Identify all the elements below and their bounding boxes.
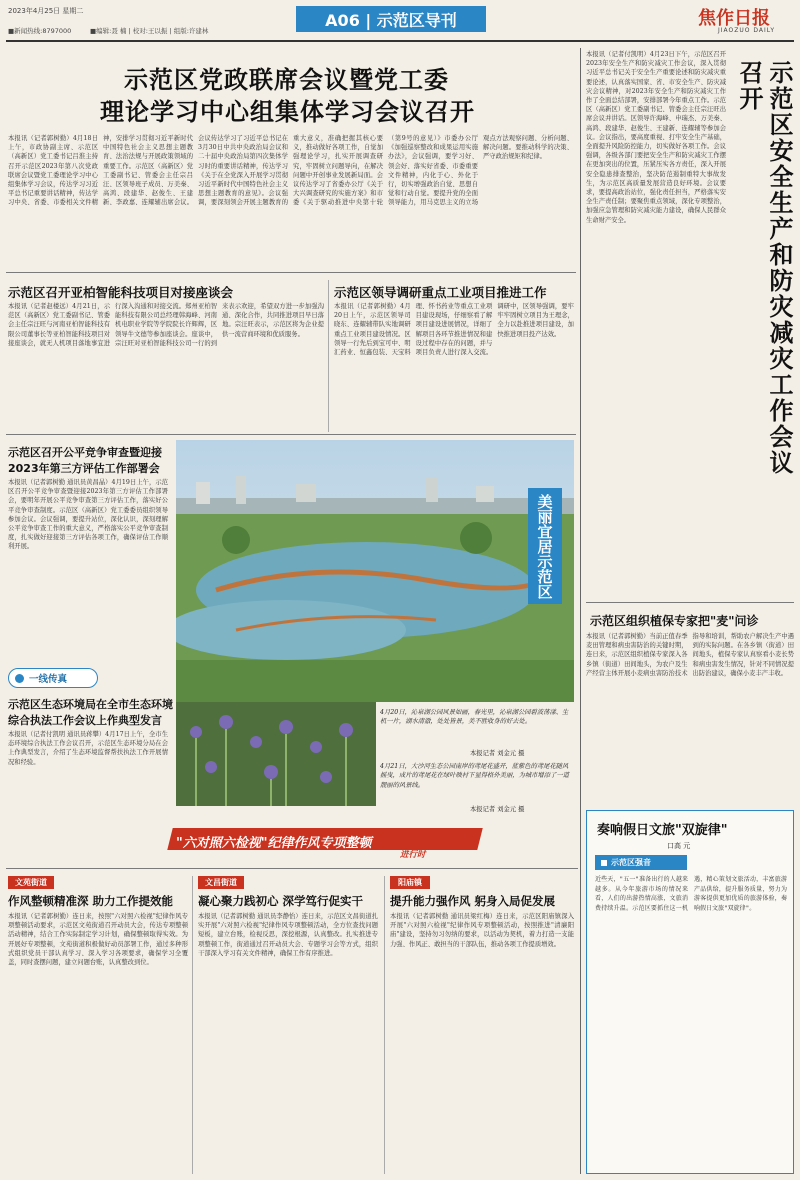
flower-photo-image [176, 702, 376, 806]
editor-info: ■编辑:聂 楠 | 校对:王以振 | 组版:许建林 [90, 27, 209, 35]
col2-title: 凝心聚力践初心 深学笃行促实干 [198, 894, 364, 908]
divider [192, 876, 193, 1174]
right-lead-title-wrap [734, 60, 794, 500]
divider [6, 434, 576, 435]
banner-text: "六对照六检视"纪律作风专项整顿 [176, 836, 372, 851]
a6-title: 示范区组织植保专家把"麦"问诊 [590, 614, 759, 628]
photo-vertical-banner [528, 488, 562, 604]
square-icon [601, 860, 607, 866]
commentary-body: 近些天，"五一"准备出行的人越来越多。从今年旅游市场的情况来看，人们的出游热情高涨，文旅消费持续升温。示范区要抓住这一机遇，精心策划文旅活动，丰富旅游产品供给，提升服务质量，努力为游客提供更加优质的旅游体验，奏响假日文旅"双旋律"。 [595, 876, 787, 912]
col3-title: 提升能力强作风 躬身入局促发展 [390, 894, 556, 908]
commentary-tag-label: 示范区强音 [611, 858, 651, 867]
divider [580, 48, 581, 1174]
yixian-label: 一线传真 [29, 674, 68, 685]
photo-caption1: 4月20日，沁泉湖公园风景如画，春光里，沁泉湖公园碧波荡漾、生机一片，湖水清澈，处处皆景，美不胜收身的好去处。 [380, 709, 569, 726]
right-lead-body: 本报讯（记者付凯明）4月23日下午，示范区召开2023年安全生产和防灾减灾工作会议，深入贯彻习近平总书记关于安全生产重要论述和防灾减灾重要论述，认真落实国家、省、市安全生产、防灾减灾会议精神，对2023年安全生产和防灾减灾工作作了全面总结部署，安排部署今年重点工作。示范区（高新区）党工委副书记、管委会主任宗汪旺出席会议并讲话。区领导许海峰、申瑞杰、万美秦、高鸿、段建华、赵俊生、王建新、连耀辅等参加会议。会议指出，要高度重视、打牢安全生产基础，全面提升风险防控能力，切实做好各项工作。会议强调，各级各部门要把安全生产和防灾减灾工作摆在更加突出的位置，压紧压实各方责任，深入开展安全隐患排查整治，坚决防范遏制重特大事故发生，为示范区高质量发展营造良好环境。会议要求，要提高政治站位，强化责任担当，严格落实安全生产责任制；要聚焦重点领域，深化专项整治，加强应急管理和防灾减灾能力建设，确保人民群众生命财产安全。 [586, 51, 726, 224]
col3-body: 本报讯（记者郭树勤 通讯员梁红梅）连日来，示范区阳庙镇深入开展"六对照六检视"纪律作风专项整顿活动，按照推进"清廉阳庙"建设，坚持勿习勿纳的要求，以活动为契机，着力打造一支能力强、作风正、敢担当的干部队伍，推动各项工作提质增效。 [390, 913, 574, 948]
campaign-banner [150, 822, 570, 860]
col3-tag: 阳庙镇 [390, 876, 430, 889]
commentary-title: 奏响假日文旅"双旋律" [597, 823, 728, 838]
park-photo [176, 440, 574, 702]
right-lead-title: 示范区安全生产和防灾减灾工作会议召开 [735, 60, 793, 476]
divider [586, 602, 794, 603]
a2-title: 示范区召开亚柏智能科技项目对接座谈会 [8, 285, 234, 300]
a3-body: 本报讯（记者郭树勤）4月20日上午，示范区领导司晓东、连耀辅带队实地调研重点工业项目建设情况。区领导一行先后到宝可中、明汇药业、恒鑫包装、天宝料理、怀书药业等重点工业项目建设现场，仔细察看了解项目建设进展情况，详细了解项目各环节推进情况和建设过程中存在的问题，并与项目负责人进行深入交流。调研中，区领导强调，要牢牢牢固树立项目为王理念，全力以赴推进项目建设，加快推进项目投产达效。 [334, 303, 574, 357]
park-photo-image [176, 440, 574, 702]
paper-pinyin: JIAOZUO DAILY [718, 27, 775, 34]
a2-body: 本报讯（记者赵楼远）4月21日，示范区（高新区）党工委副书记、管委会主任宗汪旺与河南亚柏智能科技有限公司董事长等亚柏智能科技项目对接座谈会，就无人机项目落地事宜进行深入沟通和对接交流。郑州亚柏智能科技有限公司总经理韩海峰、河南机电职业学院等学院院长许辉辉，区领导牛文德等参加座谈会。座谈中，宗汪旺对亚柏智能科技公司一行的到来表示欢迎，希望双方进一步加强沟通、深化合作，共同推进项目早日落地。宗汪旺表示，示范区将为企业提供一流营商环境和优质服务。 [8, 303, 324, 347]
photo-vertical-caption: 美丽宜居示范区 [535, 493, 554, 599]
section-label: A06 | 示范区导刊 [296, 6, 486, 32]
photo-credit2: 本报记者 刘金元 摄 [470, 806, 525, 813]
a3-title: 示范区领导调研重点工业项目推进工作 [334, 285, 547, 300]
col1-tag: 文苑街道 [8, 876, 54, 889]
a4-title-line2: 2023年第三方评估工作部署会 [8, 462, 160, 475]
yixian-badge [8, 668, 98, 688]
divider [384, 876, 385, 1174]
photo-credit1: 本报记者 刘金元 摄 [470, 750, 525, 757]
a6-body: 本报讯（记者郭树勤）当前正值春季麦田管理和病虫害防治的关键时期，连日来，示范区组织植保专家深入各乡镇（街道）田间地头，为农户及生产经营主体开展小麦病虫害防治技术指导和培训，帮助农户解决生产中遇到的实际问题。在各乡镇（街道）田间地头，植保专家认真察看小麦长势和病虫害发生情况，针对不同情况提出防治建议，确保小麦丰产丰收。 [586, 633, 794, 677]
lead-body: 本报讯（记者郭树勤）4月18日上午，市政协副主席、示范区（高新区）党工委书记吕淮主持召开示范区2023年第八次党政联席会议暨党工委理论学习中心组集体学习会议，传达学习习近平总书记重要讲话精神，传达学习中央、省委、市委相关文件精神，安排学习贯彻习近平新时代中国特色社会主义思想主题教育、法治法规与开展政策领域的重要工作。示范区（高新区）党工委副书记、管委会主任宗吕汪、区领导班子成员、万美秦、高鸿、段建华、赵俊生、王建新、李政嘉、连耀辅出席会议。会议传达学习了习近平总书记在3月30日中共中央政治局会议和二十届中央政治局第四次集体学习时的重要讲话精神，传达学习《关于在全党深入开展学习贯彻习近平新时代中国特色社会主义思想主题教育的意见》。会议强调，要深刻领会开展主题教育的重大意义，准确把握其核心要义，推动做好各项工作，自觉加强理论学习，扎实开展调查研究，牢固树立问题导向，在解决问题中开创事业发展新局面。会议传达学习了省委办公厅《关于大兴调查研究的实施方案》和市委《关于驱动推进中央第十轮（第9号的意见）》市委办公厅《加强巡察整改和成果运用实施办法》，会议强调，要学习好、领会好、落实好省委、市委重要文件精神，内化于心、外化于行，切实增强政治自觉、思想自觉和行动自觉。要提升党的全面领导能力，用马克思主义的立场观点方法观察问题、分析问题、解决问题。要推动科学的决策、严守政治规矩和纪律。 [8, 135, 573, 207]
col1-body: 本报讯（记者郭树勤）连日来，按照"六对照六检视"纪律作风专项整顿活动要求，示范区文苑街道召开动员大会，传达专项整顿活动精神，结合工作实际制定学习计划，确保整顿取得实效。为开展好专项整顿，文苑街道积极做好动员部署工作，通过多种形式组织党员干部认真学习、深入学习各项要求，确保学习全覆盖，同时查摆问题，建立问题台账，认真整改到位。 [8, 913, 188, 967]
flower-photo [176, 702, 376, 806]
col1-title: 作风整顿精准深 助力工作提效能 [8, 894, 174, 908]
a4-body: 本报讯（记者郭树勤 通讯员黄昌晶）4月19日上午，示范区召开公平竞争审查暨迎接2023年第三方评估工作部署会，要明年开展公平竞争审查第三方评估工作，落实好公平竞争审查制度。示范区（高新区）党工委委员组织领导参加会议。会议强调，要提升站位，深化认识，深刻理解公平竞争审查工作的重大意义，严格落实公平竞争审查制度，扎实做好迎接第三方评估各项工作，确保评估工作顺利开展。 [8, 479, 168, 551]
header-divider [6, 40, 794, 42]
page-header [0, 0, 800, 44]
col2-body: 本报讯（记者郭树勤 通讯员李静怡）连日来，示范区文昌街道扎实开展"六对照六检视"纪律作风专项整顿活动，全方位查找问题短板，建立台账，检视反思，深挖根源，认真整改。扎实推进专项整顿工作，街道通过召开动员大会、专题学习会等方式，组织干部深入学习有关文件精神，确保工作有序推进。 [198, 913, 378, 957]
a4-title-line1: 示范区召开公平竞争审查暨迎接 [8, 446, 162, 459]
divider [328, 280, 329, 432]
commentary-tag [595, 855, 687, 870]
hotline: ■新闻热线:8797000 [8, 27, 72, 35]
commentary-author: 口高 元 [667, 842, 691, 850]
a5-title-line1: 示范区生态环境局在全市生态环境 [8, 698, 173, 711]
lead-title-line2: 理论学习中心组集体学习会议召开 [100, 98, 475, 126]
paper-logo: 焦作日报 [698, 8, 770, 29]
commentary-box [586, 810, 794, 1174]
lead-title-line1: 示范区党政联席会议暨党工委 [124, 66, 449, 94]
a5-body: 本报讯（记者付凯明 通讯员蒋攀）4月17日上午，全市生态环境综合执法工作会议召开，示范区生态环境分局在会上作典型发言，介绍了生态环境监督帮扶执法工作开展情况和经验。 [8, 731, 168, 766]
badge-dot-icon [15, 674, 24, 683]
a5-title-line2: 综合执法工作会议上作典型发言 [8, 714, 162, 727]
col2-tag: 文昌街道 [198, 876, 244, 889]
photo-caption2: 4月21日，大沙河生态公园南岸的鸢尾花盛开，蓝紫色的鸢尾花随风摇曳，成片的鸢尾花在绿叶映衬下显得格外美丽，为城市增添了一道靓丽的风景线。 [380, 763, 569, 789]
divider [6, 272, 576, 273]
banner-tail: 进行时 [400, 850, 426, 860]
issue-date: 2023年4月25日 星期二 [8, 7, 84, 15]
divider [6, 868, 578, 869]
